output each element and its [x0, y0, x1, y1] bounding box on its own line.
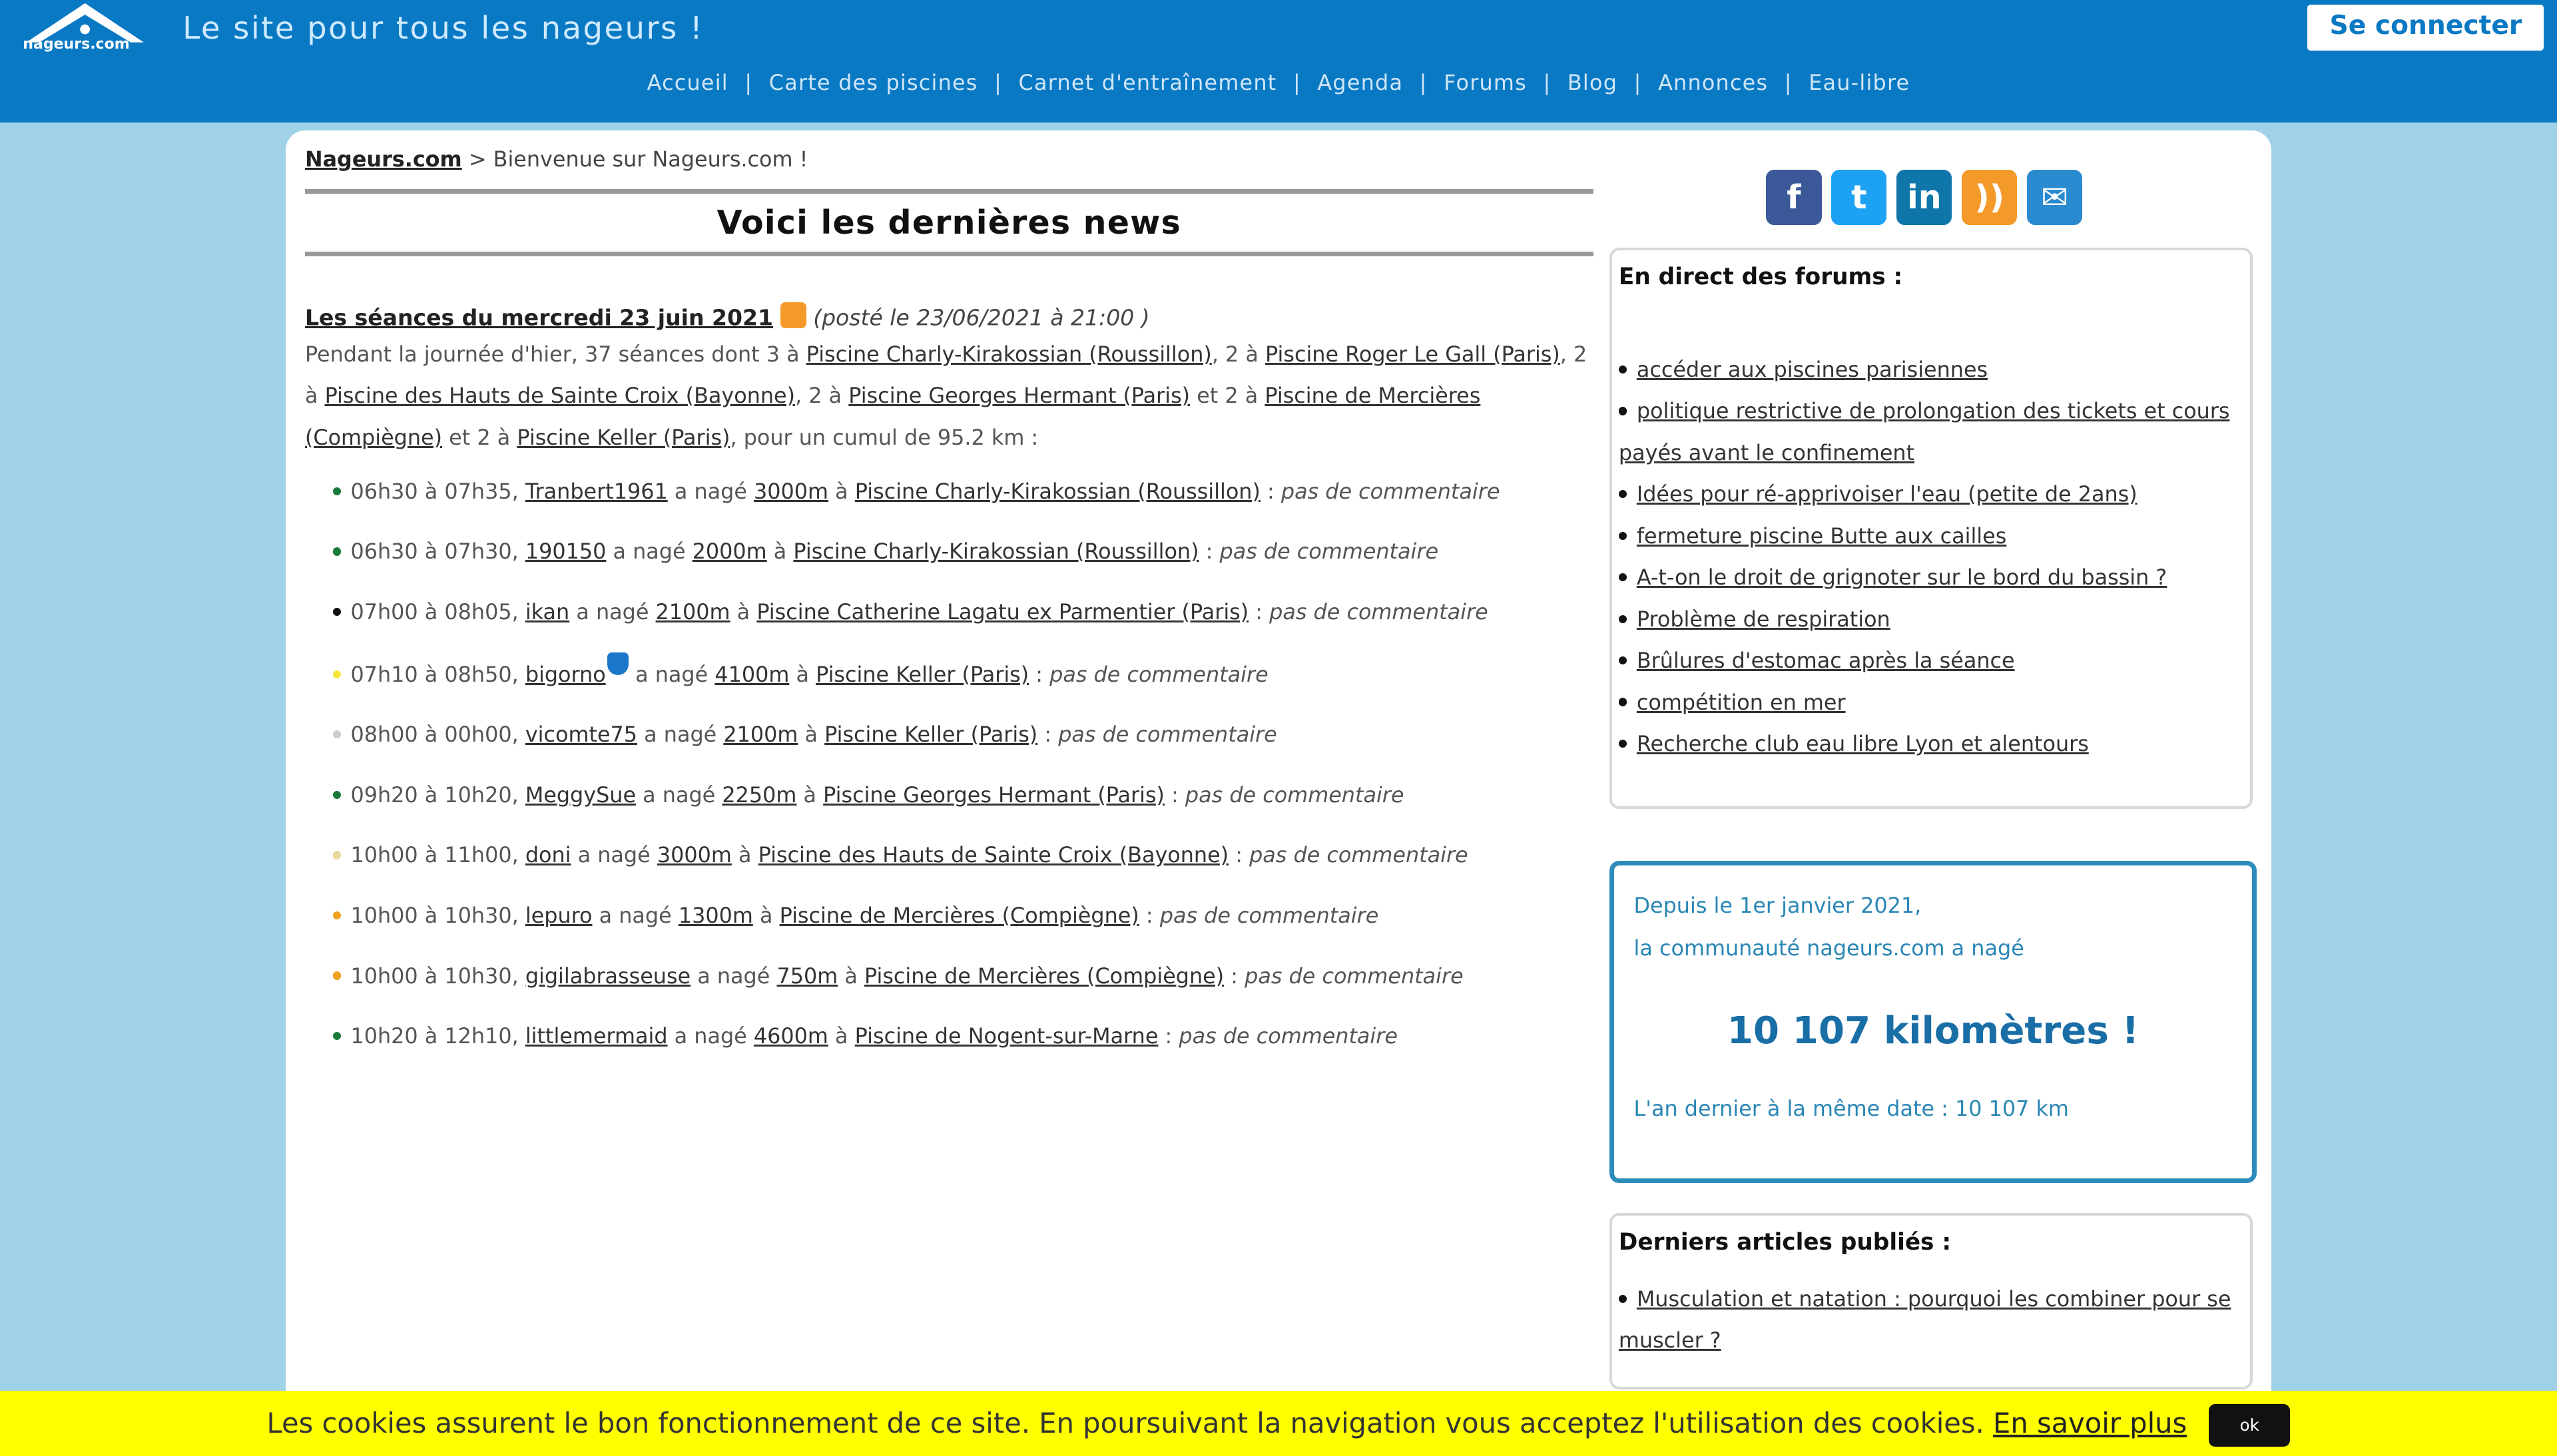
pool-link[interactable]: Piscine Keller (Paris) [517, 424, 730, 450]
user-link[interactable]: Tranbert1961 [525, 478, 668, 504]
nav-separator: | [1292, 70, 1301, 96]
bullet-icon [333, 791, 341, 799]
articles-box [1609, 1213, 2253, 1389]
colon: : [1158, 1023, 1179, 1049]
forum-topic-link[interactable]: Idées pour ré-apprivoiser l'eau (petite de 2ans) [1636, 481, 2137, 507]
comment-text: pas de commentaire [1280, 478, 1500, 504]
user-link[interactable]: lepuro [525, 903, 593, 929]
colon: : [1139, 903, 1160, 929]
swam-text: a nagé [628, 661, 715, 687]
at-text: à [731, 842, 758, 868]
user-link[interactable]: MeggySue [525, 782, 637, 808]
forum-topic-link[interactable]: A-t-on le droit de grignoter sur le bord du bassin ? [1636, 565, 2167, 591]
forum-topic-link[interactable]: accéder aux piscines parisiennes [1636, 356, 1988, 382]
pool-link[interactable]: Piscine Georges Hermant (Paris) [823, 782, 1165, 808]
colon: : [1224, 963, 1245, 989]
nav-item-4[interactable]: Forums [1444, 70, 1527, 96]
login-button[interactable]: Se connecter [2307, 5, 2544, 51]
pool-link[interactable]: Piscine de Mercières (Compiègne) [304, 383, 1481, 450]
cookie-text: Les cookies assurent le bon fonctionnement de ce site. En poursuivant la navigation vous acceptez l'utilisation des cookies. [266, 1406, 1984, 1439]
distance-link[interactable]: 2100m [723, 722, 798, 748]
bullet-icon [333, 1032, 341, 1040]
content-card [286, 130, 2272, 1456]
forum-topic-link[interactable]: fermeture piscine Butte aux cailles [1636, 523, 2007, 549]
bullet-icon [1619, 656, 1627, 664]
forum-item [1619, 723, 2243, 764]
at-text: à [766, 539, 794, 565]
bullet-icon [333, 487, 341, 495]
forum-box [1609, 248, 2253, 809]
colon: : [1229, 842, 1250, 868]
forum-topic-link[interactable]: compétition en mer [1636, 689, 1846, 715]
pool-link[interactable]: Piscine Keller (Paris) [824, 722, 1038, 748]
cookie-banner [0, 1391, 2557, 1456]
divider [305, 189, 1593, 194]
bullet-icon [1619, 490, 1627, 498]
session-time: 09h20 à 10h20, [350, 782, 525, 808]
session-time: 08h00 à 00h00, [350, 722, 525, 748]
forum-topic-link[interactable]: Brûlures d'estomac après la séance [1636, 648, 2015, 674]
forum-item [1619, 599, 2243, 640]
swam-text: a nagé [569, 599, 656, 624]
nav-item-2[interactable]: Carnet d'entraînement [1018, 70, 1277, 96]
bullet-icon [333, 670, 341, 678]
session-item [333, 652, 1593, 695]
session-item [333, 714, 1593, 755]
comment-text: pas de commentaire [1058, 722, 1277, 748]
member-badge-icon [607, 652, 629, 675]
stats-box [1609, 861, 2257, 1183]
article-posted-date: (posté le 23/06/2021 à 21:00 ) [813, 304, 1150, 330]
forum-item [1619, 515, 2243, 557]
article-title-link[interactable]: Les séances du mercredi 23 juin 2021 [304, 304, 773, 330]
swam-text: a nagé [691, 963, 777, 989]
distance-link[interactable]: 2000m [692, 539, 767, 565]
linkedin-icon[interactable]: in [1896, 170, 1952, 225]
nav-item-1[interactable]: Carte des piscines [768, 70, 978, 96]
divider [305, 252, 1593, 256]
stats-line-1: Depuis le 1er janvier 2021, [1633, 893, 1922, 919]
breadcrumb-current: Bienvenue sur Nageurs.com ! [493, 146, 808, 172]
comment-text: pas de commentaire [1185, 782, 1404, 808]
site-tagline: Le site pour tous les nageurs ! [182, 9, 705, 46]
pool-link[interactable]: Piscine Roger Le Gall (Paris) [1265, 341, 1560, 367]
article-title-row [305, 302, 1593, 330]
user-link[interactable]: ikan [525, 599, 570, 624]
main-nav [0, 70, 2557, 95]
session-time: 10h00 à 11h00, [350, 842, 525, 868]
article-link[interactable]: Musculation et natation : pourquoi les combiner pour se muscler ? [1618, 1286, 2231, 1353]
distance-link[interactable]: 3000m [657, 842, 732, 868]
distance-link[interactable]: 2250m [722, 782, 797, 808]
session-time: 10h20 à 12h10, [350, 1023, 525, 1049]
colon: : [1037, 722, 1059, 748]
pool-link[interactable]: Piscine Charly-Kirakossian (Roussillon) [793, 539, 1199, 565]
bullet-icon [1619, 740, 1627, 748]
nav-separator: | [994, 70, 1003, 96]
pool-link[interactable]: Piscine de Mercières (Compiègne) [864, 963, 1225, 989]
bullet-icon [1619, 407, 1627, 415]
forum-topic-link[interactable]: politique restrictive de prolongation des tickets et cours payés avant le confinement [1618, 398, 2230, 465]
nav-separator: | [1784, 70, 1793, 96]
swam-text: a nagé [636, 782, 722, 808]
bullet-icon [333, 971, 341, 979]
session-item [333, 956, 1593, 997]
intro-text: , 2 à [304, 341, 1587, 409]
user-link[interactable]: littlemermaid [525, 1023, 668, 1049]
site-header [0, 0, 2557, 122]
colon: : [1249, 599, 1270, 624]
distance-link[interactable]: 4100m [714, 661, 790, 687]
user-link[interactable]: vicomte75 [525, 722, 638, 748]
session-item [333, 775, 1593, 816]
user-link[interactable]: gigilabrasseuse [525, 963, 691, 989]
facebook-icon[interactable]: f [1766, 170, 1821, 225]
session-time: 07h00 à 08h05, [350, 599, 525, 624]
nav-item-3[interactable]: Agenda [1317, 70, 1404, 96]
breadcrumb-home-link[interactable]: Nageurs.com [304, 146, 462, 172]
session-time: 06h30 à 07h30, [350, 539, 525, 565]
intro-text: , 2 à [1211, 341, 1266, 367]
twitter-icon[interactable]: t [1831, 170, 1886, 225]
site-logo[interactable] [10, 0, 160, 59]
session-time: 06h30 à 07h35, [350, 478, 525, 504]
at-text: à [789, 661, 816, 687]
forum-item [1619, 349, 2243, 390]
nav-separator: | [1543, 70, 1552, 96]
forum-topic-link[interactable]: Recherche club eau libre Lyon et alentours [1636, 731, 2089, 757]
swam-text: a nagé [592, 903, 679, 929]
breadcrumb-separator: > [461, 146, 493, 172]
pool-link[interactable]: Piscine Keller (Paris) [816, 661, 1029, 687]
intro-text: , 2 à [795, 383, 849, 409]
session-time: 10h00 à 10h30, [350, 963, 525, 989]
session-item [333, 1016, 1593, 1057]
forum-item [1619, 640, 2243, 681]
at-text: à [838, 963, 864, 989]
pool-link[interactable]: Piscine de Nogent-sur-Marne [854, 1023, 1159, 1049]
forum-item [1619, 682, 2243, 723]
colon: : [1260, 478, 1281, 504]
distance-link[interactable]: 1300m [678, 903, 753, 929]
bullet-icon [1619, 615, 1627, 623]
session-list [333, 471, 1593, 1057]
session-item [333, 471, 1593, 512]
swam-text: a nagé [667, 478, 754, 504]
forum-item [1619, 473, 2243, 515]
nav-item-0[interactable]: Accueil [647, 70, 728, 96]
social-links [1766, 170, 2082, 225]
intro-text: et 2 à [1190, 383, 1265, 409]
session-item [333, 531, 1593, 572]
rss-icon[interactable] [780, 302, 806, 328]
articles-box-title: Derniers articles publiés : [1618, 1228, 1952, 1256]
breadcrumb [305, 146, 1593, 189]
at-text: à [730, 599, 757, 624]
at-text: à [752, 903, 780, 929]
nav-separator: | [1419, 70, 1428, 96]
bullet-icon [1619, 532, 1627, 540]
article-item [1619, 1278, 2243, 1361]
bullet-icon [333, 730, 341, 738]
logo-text: nageurs.com [23, 35, 130, 53]
pool-link[interactable]: Piscine de Mercières (Compiègne) [779, 903, 1139, 929]
bullet-icon [333, 608, 341, 616]
rss-icon[interactable]: )) [1962, 170, 2017, 225]
nav-item-5[interactable]: Blog [1567, 70, 1618, 96]
comment-text: pas de commentaire [1179, 1023, 1398, 1049]
news-column [305, 146, 1593, 1076]
page-title: Voici les dernières news [716, 204, 1181, 242]
intro-text: et 2 à [442, 424, 517, 450]
colon: : [1164, 782, 1185, 808]
at-text: à [798, 722, 825, 748]
bullet-icon [333, 911, 341, 919]
bullet-icon [333, 547, 341, 555]
article-intro [305, 334, 1593, 458]
swam-text: a nagé [571, 842, 657, 868]
bullet-icon [1619, 698, 1627, 706]
user-link[interactable]: 190150 [525, 539, 607, 565]
distance-link[interactable]: 2100m [655, 599, 730, 624]
articles-list [1612, 1278, 2250, 1361]
nav-separator: | [744, 70, 753, 96]
at-text: à [828, 1023, 855, 1049]
bullet-icon [333, 851, 341, 859]
comment-text: pas de commentaire [1245, 963, 1464, 989]
user-link[interactable]: doni [525, 842, 571, 868]
forum-item [1619, 557, 2243, 598]
at-text: à [796, 782, 824, 808]
forum-box-title: En direct des forums : [1618, 263, 1903, 290]
pool-link[interactable]: Piscine Georges Hermant (Paris) [848, 383, 1191, 409]
cookie-learn-more-link[interactable]: En savoir plus [1993, 1406, 2187, 1439]
intro-text: , pour un cumul de 95.2 km : [730, 424, 1039, 450]
session-item [333, 592, 1593, 632]
forum-list [1612, 349, 2250, 765]
cookie-ok-button[interactable]: ok [2209, 1404, 2290, 1447]
bullet-icon [1619, 365, 1627, 373]
nav-separator: | [1633, 70, 1642, 96]
pool-link[interactable]: Piscine des Hauts de Sainte Croix (Bayonne) [324, 383, 796, 409]
distance-link[interactable]: 4600m [753, 1023, 828, 1049]
colon: : [1029, 661, 1050, 687]
forum-item [1619, 390, 2243, 473]
at-text: à [828, 478, 855, 504]
comment-text: pas de commentaire [1249, 842, 1468, 868]
pool-link[interactable]: Piscine Charly-Kirakossian (Roussillon) [854, 478, 1261, 504]
session-time: 10h00 à 10h30, [350, 903, 525, 929]
colon: : [1199, 539, 1220, 565]
session-item [333, 895, 1593, 936]
stats-line-2: la communauté nageurs.com a nagé [1633, 935, 2024, 961]
pool-link[interactable]: Piscine Catherine Lagatu ex Parmentier (Paris) [756, 599, 1249, 624]
session-item [333, 835, 1593, 875]
stats-total: 10 107 kilomètres ! [1727, 1009, 2139, 1053]
swam-text: a nagé [637, 722, 724, 748]
stats-last-year: L'an dernier à la même date : 10 107 km [1633, 1096, 2069, 1122]
bullet-icon [1619, 1295, 1627, 1303]
comment-text: pas de commentaire [1159, 903, 1379, 929]
swam-text: a nagé [606, 539, 693, 565]
swam-text: a nagé [667, 1023, 754, 1049]
user-link[interactable]: bigorno [525, 661, 606, 687]
intro-text: Pendant la journée d'hier, 37 séances dont 3 à [304, 341, 806, 367]
pool-link[interactable]: Piscine Charly-Kirakossian (Roussillon) [806, 341, 1212, 367]
distance-link[interactable]: 3000m [754, 478, 829, 504]
email-icon[interactable]: ✉ [2027, 170, 2082, 225]
session-time: 07h10 à 08h50, [350, 661, 525, 687]
comment-text: pas de commentaire [1219, 539, 1439, 565]
comment-text: pas de commentaire [1269, 599, 1488, 624]
comment-text: pas de commentaire [1049, 661, 1269, 687]
nav-item-7[interactable]: Eau-libre [1809, 70, 1910, 96]
forum-topic-link[interactable]: Problème de respiration [1636, 606, 1890, 632]
bullet-icon [1619, 573, 1627, 581]
nav-item-6[interactable]: Annonces [1658, 70, 1769, 96]
distance-link[interactable]: 750m [776, 963, 838, 989]
pool-link[interactable]: Piscine des Hauts de Sainte Croix (Bayonne) [758, 842, 1229, 868]
